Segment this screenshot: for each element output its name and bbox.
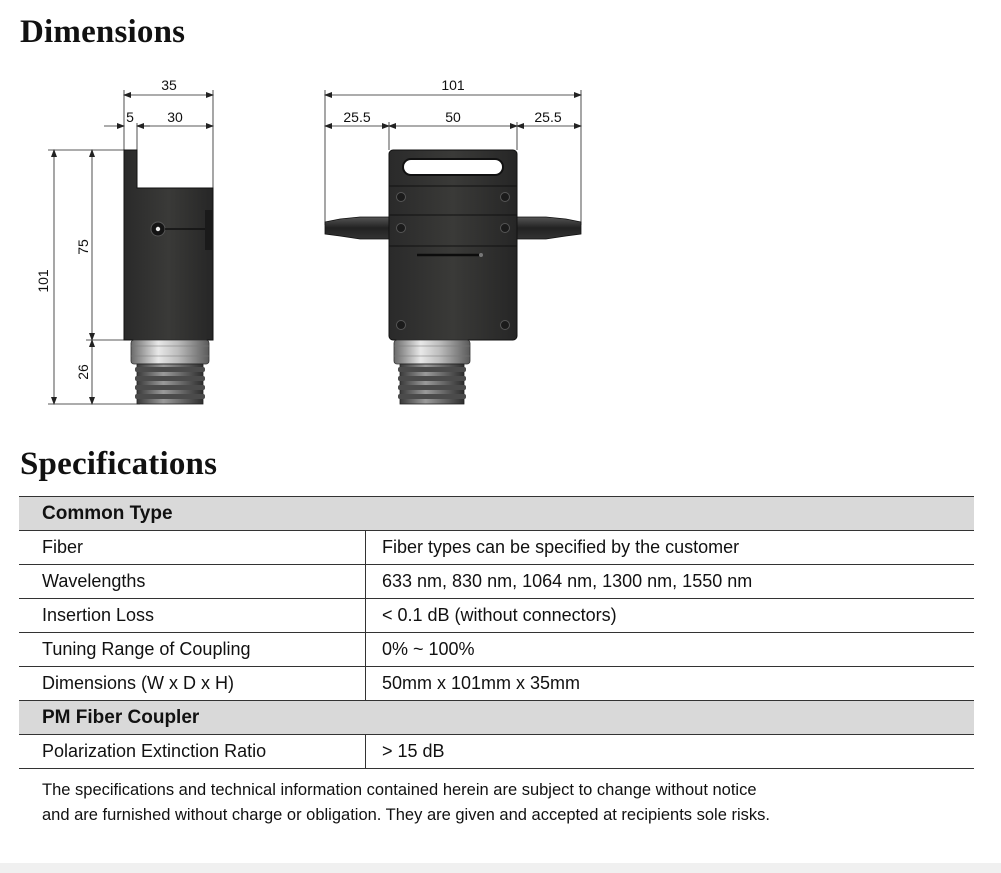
table-row <box>19 599 974 633</box>
section-header-row <box>19 701 974 735</box>
page-footer-bar <box>0 863 1001 873</box>
spec-value: 50mm x 101mm x 35mm <box>366 667 975 701</box>
side-height-body-label: 75 <box>75 239 91 255</box>
spec-value: Fiber types can be specified by the customer <box>366 531 975 565</box>
disclaimer-line-1: The specifications and technical information contained herein are subject to change without notice <box>42 781 757 799</box>
section-title: PM Fiber Coupler <box>19 701 974 735</box>
spec-label: Dimensions (W x D x H) <box>19 667 366 701</box>
side-height-total-label: 101 <box>35 269 51 293</box>
spec-label: Tuning Range of Coupling <box>19 633 366 667</box>
table-row <box>19 667 974 701</box>
side-height-connector-label: 26 <box>75 364 91 380</box>
dimensions-heading: Dimensions <box>20 14 186 50</box>
table-row <box>19 531 974 565</box>
front-width-right-label: 25.5 <box>534 109 562 125</box>
spec-label: Fiber <box>19 531 366 565</box>
spec-label: Polarization Extinction Ratio <box>19 735 366 769</box>
section-header-row <box>19 497 974 531</box>
disclaimer-line-2: and are furnished without charge or obligation. They are given and accepted at recipients sole risks. <box>42 806 770 824</box>
front-width-left-label: 25.5 <box>343 109 371 125</box>
side-view <box>35 77 213 404</box>
spec-value: < 0.1 dB (without connectors) <box>366 599 975 633</box>
table-row <box>19 565 974 599</box>
disclaimer-text <box>42 778 942 828</box>
front-view <box>325 77 581 404</box>
spec-value: > 15 dB <box>366 735 975 769</box>
side-width-total-label: 35 <box>161 77 177 93</box>
side-width-right-label: 30 <box>167 109 183 125</box>
spec-label: Wavelengths <box>19 565 366 599</box>
section-title: Common Type <box>19 497 974 531</box>
side-width-left-label: 5 <box>126 109 134 125</box>
specifications-heading: Specifications <box>20 446 218 482</box>
front-width-total-label: 101 <box>441 77 465 93</box>
table-row <box>19 735 974 769</box>
front-width-middle-label: 50 <box>445 109 461 125</box>
specifications-table <box>19 496 974 769</box>
spec-value: 633 nm, 830 nm, 1064 nm, 1300 nm, 1550 nm <box>366 565 975 599</box>
spec-label: Insertion Loss <box>19 599 366 633</box>
spec-value: 0% ~ 100% <box>366 633 975 667</box>
table-row <box>19 633 974 667</box>
